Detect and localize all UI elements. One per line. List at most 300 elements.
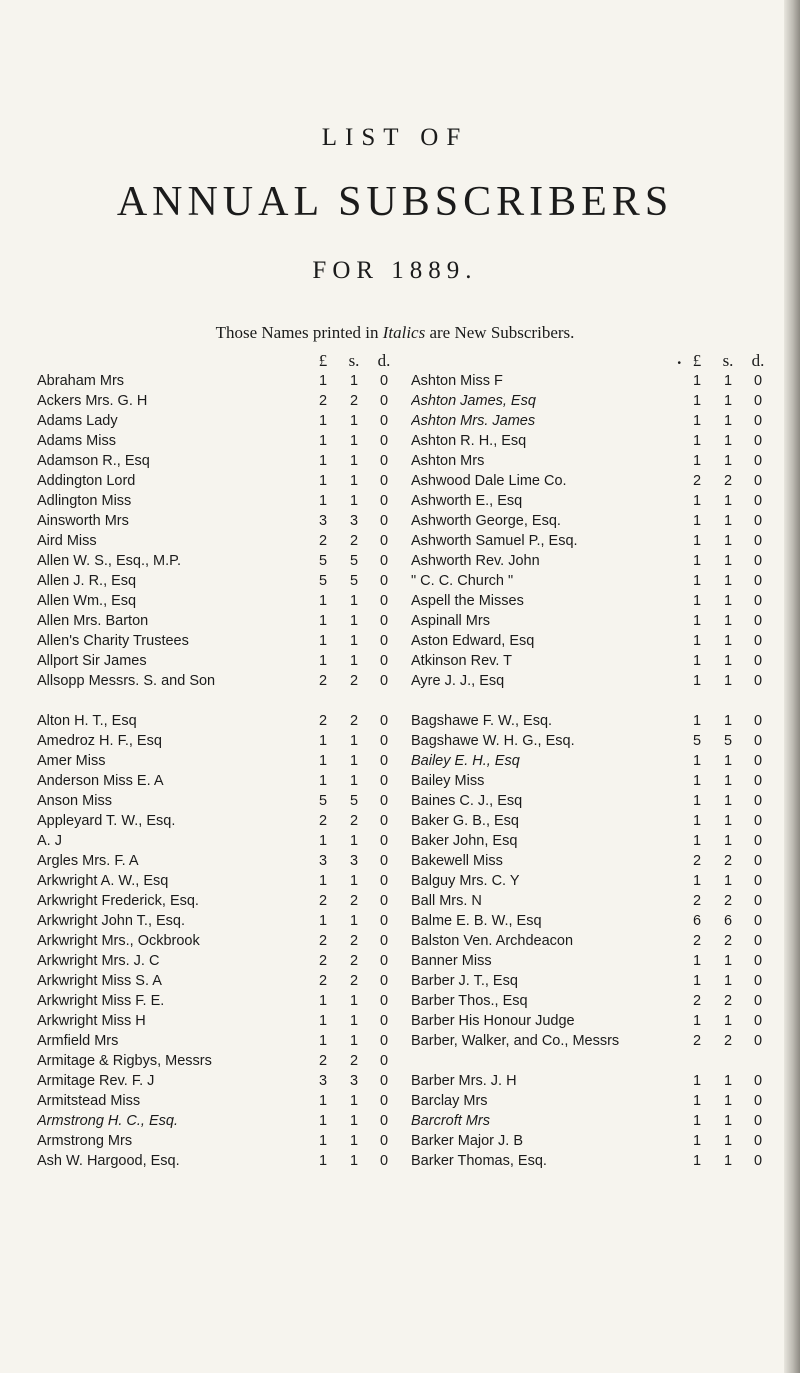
amount-pounds: 1 (318, 1093, 328, 1109)
amount-pence: 0 (379, 1153, 389, 1169)
amount-pounds: 1 (692, 973, 702, 989)
amount-pence: 0 (753, 713, 763, 729)
amount-pounds: 2 (318, 813, 328, 829)
subscriber-row (37, 1051, 399, 1071)
subscriber-name: Ainsworth Mrs (37, 513, 129, 529)
amount-shillings: 1 (349, 733, 359, 749)
subscriber-row (411, 951, 773, 971)
amount-pence: 0 (753, 633, 763, 649)
amount-pounds: 3 (318, 853, 328, 869)
subscriber-row (37, 751, 399, 771)
subscriber-name: Ash W. Hargood, Esq. (37, 1153, 180, 1169)
amount-pounds: 1 (318, 633, 328, 649)
subscriber-name: Armstrong H. C., Esq. (37, 1113, 179, 1129)
subscriber-name: Allport Sir James (37, 653, 147, 669)
subscriber-row (411, 1111, 773, 1131)
amount-pounds: 1 (318, 453, 328, 469)
shillings-header: s. (348, 351, 360, 370)
amount-pounds: 1 (318, 653, 328, 669)
amount-shillings: 5 (723, 733, 733, 749)
subscriber-row (37, 491, 399, 511)
subscriber-row (411, 791, 773, 811)
amount-shillings: 2 (723, 893, 733, 909)
subscriber-row (411, 771, 773, 791)
amount-pounds: 1 (318, 733, 328, 749)
amount-shillings: 1 (349, 453, 359, 469)
amount-pence: 0 (379, 673, 389, 689)
subscriber-row (411, 371, 773, 391)
subscriber-name: Appleyard T. W., Esq. (37, 813, 176, 829)
subscriber-name: Ayre J. J., Esq (411, 673, 505, 689)
amount-shillings: 3 (349, 513, 359, 529)
amount-pounds: 1 (692, 633, 702, 649)
amount-pence: 0 (753, 993, 763, 1009)
amount-pence: 0 (753, 1013, 763, 1029)
amount-pence: 0 (753, 613, 763, 629)
subscriber-row (37, 1111, 399, 1131)
subscriber-row (37, 391, 399, 411)
subscriber-name: Arkwright Miss F. E. (37, 993, 165, 1009)
amount-pence: 0 (379, 813, 389, 829)
left-column (37, 351, 399, 1171)
amount-pounds: 1 (692, 773, 702, 789)
subscriber-name: Aird Miss (37, 533, 97, 549)
amount-pounds: 1 (692, 613, 702, 629)
subscriber-row (411, 831, 773, 851)
amount-pence: 0 (753, 853, 763, 869)
amount-pounds: 1 (318, 833, 328, 849)
amount-shillings: 2 (349, 973, 359, 989)
amount-shillings: 1 (723, 453, 733, 469)
subscriber-name: Barcroft Mrs (411, 1113, 490, 1129)
subscriber-name: Ashton James, Esq (411, 393, 536, 409)
subscriber-row (411, 1151, 773, 1171)
amount-shillings: 3 (349, 853, 359, 869)
subscriber-row (411, 971, 773, 991)
subscriber-row (37, 451, 399, 471)
amount-pence: 0 (379, 773, 389, 789)
amount-pounds: 1 (318, 493, 328, 509)
subscriber-name: Ashworth E., Esq (411, 493, 523, 509)
amount-shillings: 1 (349, 413, 359, 429)
subscriber-row (37, 891, 399, 911)
amount-pence: 0 (753, 753, 763, 769)
amount-shillings: 1 (723, 373, 733, 389)
amount-pounds: 2 (318, 1053, 328, 1069)
amount-shillings: 2 (349, 393, 359, 409)
subscriber-row (411, 1071, 773, 1091)
amount-shillings: 1 (723, 1113, 733, 1129)
amount-pence: 0 (753, 653, 763, 669)
subscriber-name: Banner Miss (411, 953, 492, 969)
heading-annual-subscribers: ANNUAL SUBSCRIBERS (116, 179, 674, 225)
subscriber-row (411, 811, 773, 831)
amount-pence: 0 (379, 453, 389, 469)
amount-shillings: 1 (349, 1033, 359, 1049)
pounds-header: £ (318, 351, 328, 370)
amount-pence: 0 (379, 373, 389, 389)
subscriber-name: A. J (37, 833, 62, 849)
subscriber-name: Barker Thomas, Esq. (411, 1153, 547, 1169)
amount-pence: 0 (753, 533, 763, 549)
amount-pounds: 1 (692, 533, 702, 549)
amount-pounds: 1 (692, 673, 702, 689)
italics-note (0, 323, 790, 343)
subscriber-row (411, 1031, 773, 1071)
amount-pence: 0 (379, 533, 389, 549)
subscriber-name: Arkwright Mrs., Ockbrook (37, 933, 200, 949)
amount-pounds: 1 (692, 513, 702, 529)
subscriber-row (411, 651, 773, 671)
amount-pounds: 1 (692, 713, 702, 729)
amount-shillings: 1 (349, 593, 359, 609)
amount-pence: 0 (753, 1093, 763, 1109)
amount-shillings: 1 (349, 753, 359, 769)
amount-pounds: 1 (692, 1093, 702, 1109)
amount-pence: 0 (379, 713, 389, 729)
amount-shillings: 2 (349, 893, 359, 909)
amount-shillings: 1 (723, 673, 733, 689)
amount-shillings: 1 (723, 773, 733, 789)
amount-pence: 0 (379, 893, 389, 909)
amount-pence: 0 (379, 1033, 389, 1049)
right-column (411, 351, 773, 1171)
subscriber-name: Barclay Mrs (411, 1093, 488, 1109)
subscriber-name: Barber, Walker, and Co., Messrs (411, 1033, 620, 1049)
subscriber-row (411, 671, 773, 691)
amount-shillings: 1 (723, 713, 733, 729)
amount-pounds: 1 (692, 873, 702, 889)
subscriber-name: Adams Lady (37, 413, 118, 429)
amount-shillings: 1 (349, 473, 359, 489)
subscriber-name: Amer Miss (37, 753, 106, 769)
amount-shillings: 1 (723, 593, 733, 609)
amount-pence: 0 (753, 1133, 763, 1149)
amount-pence: 0 (379, 553, 389, 569)
amount-pounds: 2 (318, 973, 328, 989)
amount-shillings: 1 (349, 1133, 359, 1149)
amount-shillings: 5 (349, 573, 359, 589)
amount-pence: 0 (379, 853, 389, 869)
note-prefix: Those Names printed in (215, 323, 383, 342)
subscriber-name: Baker John, Esq (411, 833, 518, 849)
amount-pounds: 1 (692, 1133, 702, 1149)
subscriber-name: Bailey E. H., Esq (411, 753, 520, 769)
subscriber-name: Armitstead Miss (37, 1093, 141, 1109)
amount-pounds: 1 (692, 813, 702, 829)
amount-pounds: 2 (692, 893, 702, 909)
subscriber-row (411, 551, 773, 571)
amount-pence: 0 (753, 1073, 763, 1089)
subscriber-row (37, 851, 399, 871)
subscriber-row (37, 971, 399, 991)
amount-pounds: 1 (692, 753, 702, 769)
amount-pence: 0 (379, 473, 389, 489)
subscriber-row (411, 871, 773, 891)
subscriber-row (37, 611, 399, 631)
amount-shillings: 5 (349, 793, 359, 809)
amount-pounds: 1 (692, 953, 702, 969)
amount-pence: 0 (753, 733, 763, 749)
subscriber-row (411, 531, 773, 551)
amount-pence: 0 (753, 553, 763, 569)
amount-pence: 0 (379, 1013, 389, 1029)
subscriber-row (37, 591, 399, 611)
amount-pounds: 1 (318, 1013, 328, 1029)
subscriber-name: Amedroz H. F., Esq (37, 733, 162, 749)
amount-shillings: 2 (349, 533, 359, 549)
amount-pounds: 1 (692, 1153, 702, 1169)
amount-pence: 0 (753, 393, 763, 409)
subscriber-row (37, 551, 399, 571)
amount-shillings: 2 (723, 473, 733, 489)
amount-pence: 0 (379, 733, 389, 749)
amount-pounds: 6 (692, 913, 702, 929)
amount-pence: 0 (379, 653, 389, 669)
subscriber-name: Allen W. S., Esq., M.P. (37, 553, 181, 569)
subscriber-row (37, 431, 399, 451)
subscriber-row (411, 711, 773, 731)
amount-shillings: 5 (349, 553, 359, 569)
amount-pence: 0 (379, 933, 389, 949)
amount-shillings: 1 (723, 533, 733, 549)
subscriber-name: Ashton Mrs. James (411, 413, 536, 429)
subscriber-name: Anderson Miss E. A (37, 773, 164, 789)
subscriber-row (411, 731, 773, 751)
amount-pounds: 2 (692, 473, 702, 489)
amount-shillings: 1 (349, 493, 359, 509)
amount-pence: 0 (379, 833, 389, 849)
amount-shillings: 1 (723, 1013, 733, 1029)
pence-header: d. (751, 351, 765, 370)
heading-list-of: LIST OF (321, 124, 469, 151)
subscriber-name: Allen Wm., Esq (37, 593, 137, 609)
amount-pence: 0 (753, 973, 763, 989)
amount-shillings: 1 (349, 833, 359, 849)
subscriber-name: Ashworth George, Esq. (411, 513, 561, 529)
amount-pounds: 5 (692, 733, 702, 749)
amount-pounds: 1 (692, 793, 702, 809)
amount-pounds: 1 (692, 573, 702, 589)
subscriber-name: Armitage Rev. F. J (37, 1073, 155, 1089)
right-subscriber-list (411, 371, 773, 1171)
subscriber-row (37, 791, 399, 811)
amount-pence: 0 (379, 513, 389, 529)
subscriber-name: Adlington Miss (37, 493, 132, 509)
subscriber-row (37, 951, 399, 971)
amount-pounds: 1 (318, 473, 328, 489)
subscriber-row (37, 511, 399, 531)
subscriber-name: Bagshawe F. W., Esq. (411, 713, 553, 729)
amount-pence: 0 (379, 1113, 389, 1129)
amount-shillings: 1 (723, 1153, 733, 1169)
subscriber-name: " C. C. Church " (411, 573, 514, 589)
amount-shillings: 1 (723, 1073, 733, 1089)
amount-pounds: 1 (318, 433, 328, 449)
amount-pence: 0 (379, 1073, 389, 1089)
amount-pence: 0 (753, 433, 763, 449)
subscriber-name: Barker Major J. B (411, 1133, 523, 1149)
subscriber-row (411, 751, 773, 771)
subscriber-name: Abraham Mrs (37, 373, 125, 389)
amount-pounds: 1 (318, 913, 328, 929)
amount-pence: 0 (753, 773, 763, 789)
amount-shillings: 1 (723, 833, 733, 849)
subscriber-row (411, 1091, 773, 1111)
amount-pence: 0 (379, 633, 389, 649)
amount-pounds: 2 (692, 1033, 702, 1049)
subscriber-name: Ashton R. H., Esq (411, 433, 527, 449)
subscriber-row (37, 631, 399, 651)
amount-shillings: 1 (349, 993, 359, 1009)
amount-pounds: 1 (318, 1133, 328, 1149)
amount-pounds: 1 (692, 1073, 702, 1089)
amount-pounds: 1 (318, 753, 328, 769)
subscriber-row (37, 571, 399, 591)
subscriber-name: Barber J. T., Esq (411, 973, 518, 989)
amount-pence: 0 (753, 1153, 763, 1169)
amount-pence: 0 (753, 373, 763, 389)
amount-pounds: 3 (318, 1073, 328, 1089)
note-suffix: are New Subscribers. (425, 323, 575, 342)
amount-pence: 0 (379, 753, 389, 769)
amount-pounds: 1 (692, 1113, 702, 1129)
amount-pounds: 2 (318, 953, 328, 969)
subscriber-name: Armfield Mrs (37, 1033, 119, 1049)
subscriber-row (37, 411, 399, 431)
amount-pence: 0 (753, 1033, 763, 1049)
subscriber-name: Atkinson Rev. T (411, 653, 513, 669)
subscriber-name: Allen Mrs. Barton (37, 613, 149, 629)
subscriber-name: Arkwright Miss S. A (37, 973, 162, 989)
subscriber-name: Bailey Miss (411, 773, 485, 789)
amount-shillings: 1 (723, 793, 733, 809)
amount-pence: 0 (379, 433, 389, 449)
amount-shillings: 2 (349, 933, 359, 949)
amount-shillings: 1 (349, 1013, 359, 1029)
subscriber-name: Aston Edward, Esq (411, 633, 535, 649)
subscriber-row (411, 431, 773, 451)
amount-pounds: 1 (318, 613, 328, 629)
amount-shillings: 1 (723, 433, 733, 449)
amount-pence: 0 (753, 413, 763, 429)
subscriber-name: Allen's Charity Trustees (37, 633, 189, 649)
amount-shillings: 1 (723, 973, 733, 989)
amount-shillings: 1 (723, 513, 733, 529)
amount-pence: 0 (753, 873, 763, 889)
amount-pounds: 1 (318, 593, 328, 609)
subscriber-name: Ashworth Rev. John (411, 553, 540, 569)
pence-header: d. (377, 351, 391, 370)
amount-shillings: 2 (723, 993, 733, 1009)
amount-shillings: 1 (723, 573, 733, 589)
subscriber-row (37, 531, 399, 551)
amount-shillings: 2 (349, 953, 359, 969)
amount-pence: 0 (753, 833, 763, 849)
subscriber-name: Balguy Mrs. C. Y (411, 873, 520, 889)
left-column-header (37, 351, 399, 371)
subscriber-name: Anson Miss (37, 793, 112, 809)
left-subscriber-list (37, 371, 399, 1171)
amount-pence: 0 (753, 573, 763, 589)
amount-shillings: 1 (723, 953, 733, 969)
subscriber-name: Arkwright A. W., Esq (37, 873, 169, 889)
amount-pence: 0 (379, 973, 389, 989)
amount-pence: 0 (753, 493, 763, 509)
subscriber-row (411, 391, 773, 411)
subscriber-row (411, 631, 773, 651)
amount-shillings: 2 (349, 813, 359, 829)
amount-pence: 0 (379, 573, 389, 589)
subscriber-name: Armstrong Mrs (37, 1133, 133, 1149)
amount-pence: 0 (379, 873, 389, 889)
amount-shillings: 1 (723, 813, 733, 829)
amount-pounds: 1 (318, 993, 328, 1009)
amount-shillings: 1 (349, 1113, 359, 1129)
amount-shillings: 1 (723, 873, 733, 889)
amount-pounds: 2 (318, 933, 328, 949)
subscriber-name: Balme E. B. W., Esq (411, 913, 542, 929)
shillings-header: s. (722, 351, 734, 370)
subscriber-row (411, 491, 773, 511)
subscriber-name: Arkwright Miss H (37, 1013, 146, 1029)
subscriber-name: Bagshawe W. H. G., Esq. (411, 733, 575, 749)
subscriber-name: Ashworth Samuel P., Esq. (411, 533, 578, 549)
subscriber-row (411, 891, 773, 911)
subscriber-row (411, 1131, 773, 1151)
subscriber-name: Ball Mrs. N (411, 893, 482, 909)
amount-pounds: 1 (692, 453, 702, 469)
subscriber-row (37, 471, 399, 491)
subscriber-row (37, 1011, 399, 1031)
subscriber-name: Ackers Mrs. G. H (37, 393, 148, 409)
amount-shillings: 1 (723, 1093, 733, 1109)
subscriber-name: Baker G. B., Esq (411, 813, 519, 829)
amount-pounds: 2 (318, 893, 328, 909)
amount-shillings: 2 (723, 853, 733, 869)
subscriber-row (37, 711, 399, 731)
subscriber-name: Arkwright Mrs. J. C (37, 953, 160, 969)
amount-pounds: 1 (692, 653, 702, 669)
heading-year: FOR 1889. (312, 257, 478, 284)
subscriber-row (411, 931, 773, 951)
subscriber-row (411, 451, 773, 471)
subscriber-row (411, 1011, 773, 1031)
amount-pounds: 1 (692, 393, 702, 409)
subscriber-row (37, 911, 399, 931)
amount-pounds: 1 (318, 873, 328, 889)
subscriber-row (37, 831, 399, 851)
amount-shillings: 1 (349, 1153, 359, 1169)
amount-shillings: 2 (349, 1053, 359, 1069)
amount-shillings: 1 (349, 613, 359, 629)
amount-pounds: 1 (318, 1033, 328, 1049)
amount-pence: 0 (379, 393, 389, 409)
subscriber-name: Baines C. J., Esq (411, 793, 523, 809)
amount-shillings: 1 (349, 773, 359, 789)
amount-shillings: 1 (723, 753, 733, 769)
amount-shillings: 1 (723, 553, 733, 569)
subscriber-name: Addington Lord (37, 473, 136, 489)
subscriber-row (411, 851, 773, 871)
subscriber-name: Argles Mrs. F. A (37, 853, 139, 869)
amount-pence: 0 (753, 913, 763, 929)
amount-shillings: 1 (349, 913, 359, 929)
subscriber-name: Bakewell Miss (411, 853, 503, 869)
amount-pence: 0 (753, 813, 763, 829)
amount-pence: 0 (753, 473, 763, 489)
amount-pence: 0 (379, 613, 389, 629)
